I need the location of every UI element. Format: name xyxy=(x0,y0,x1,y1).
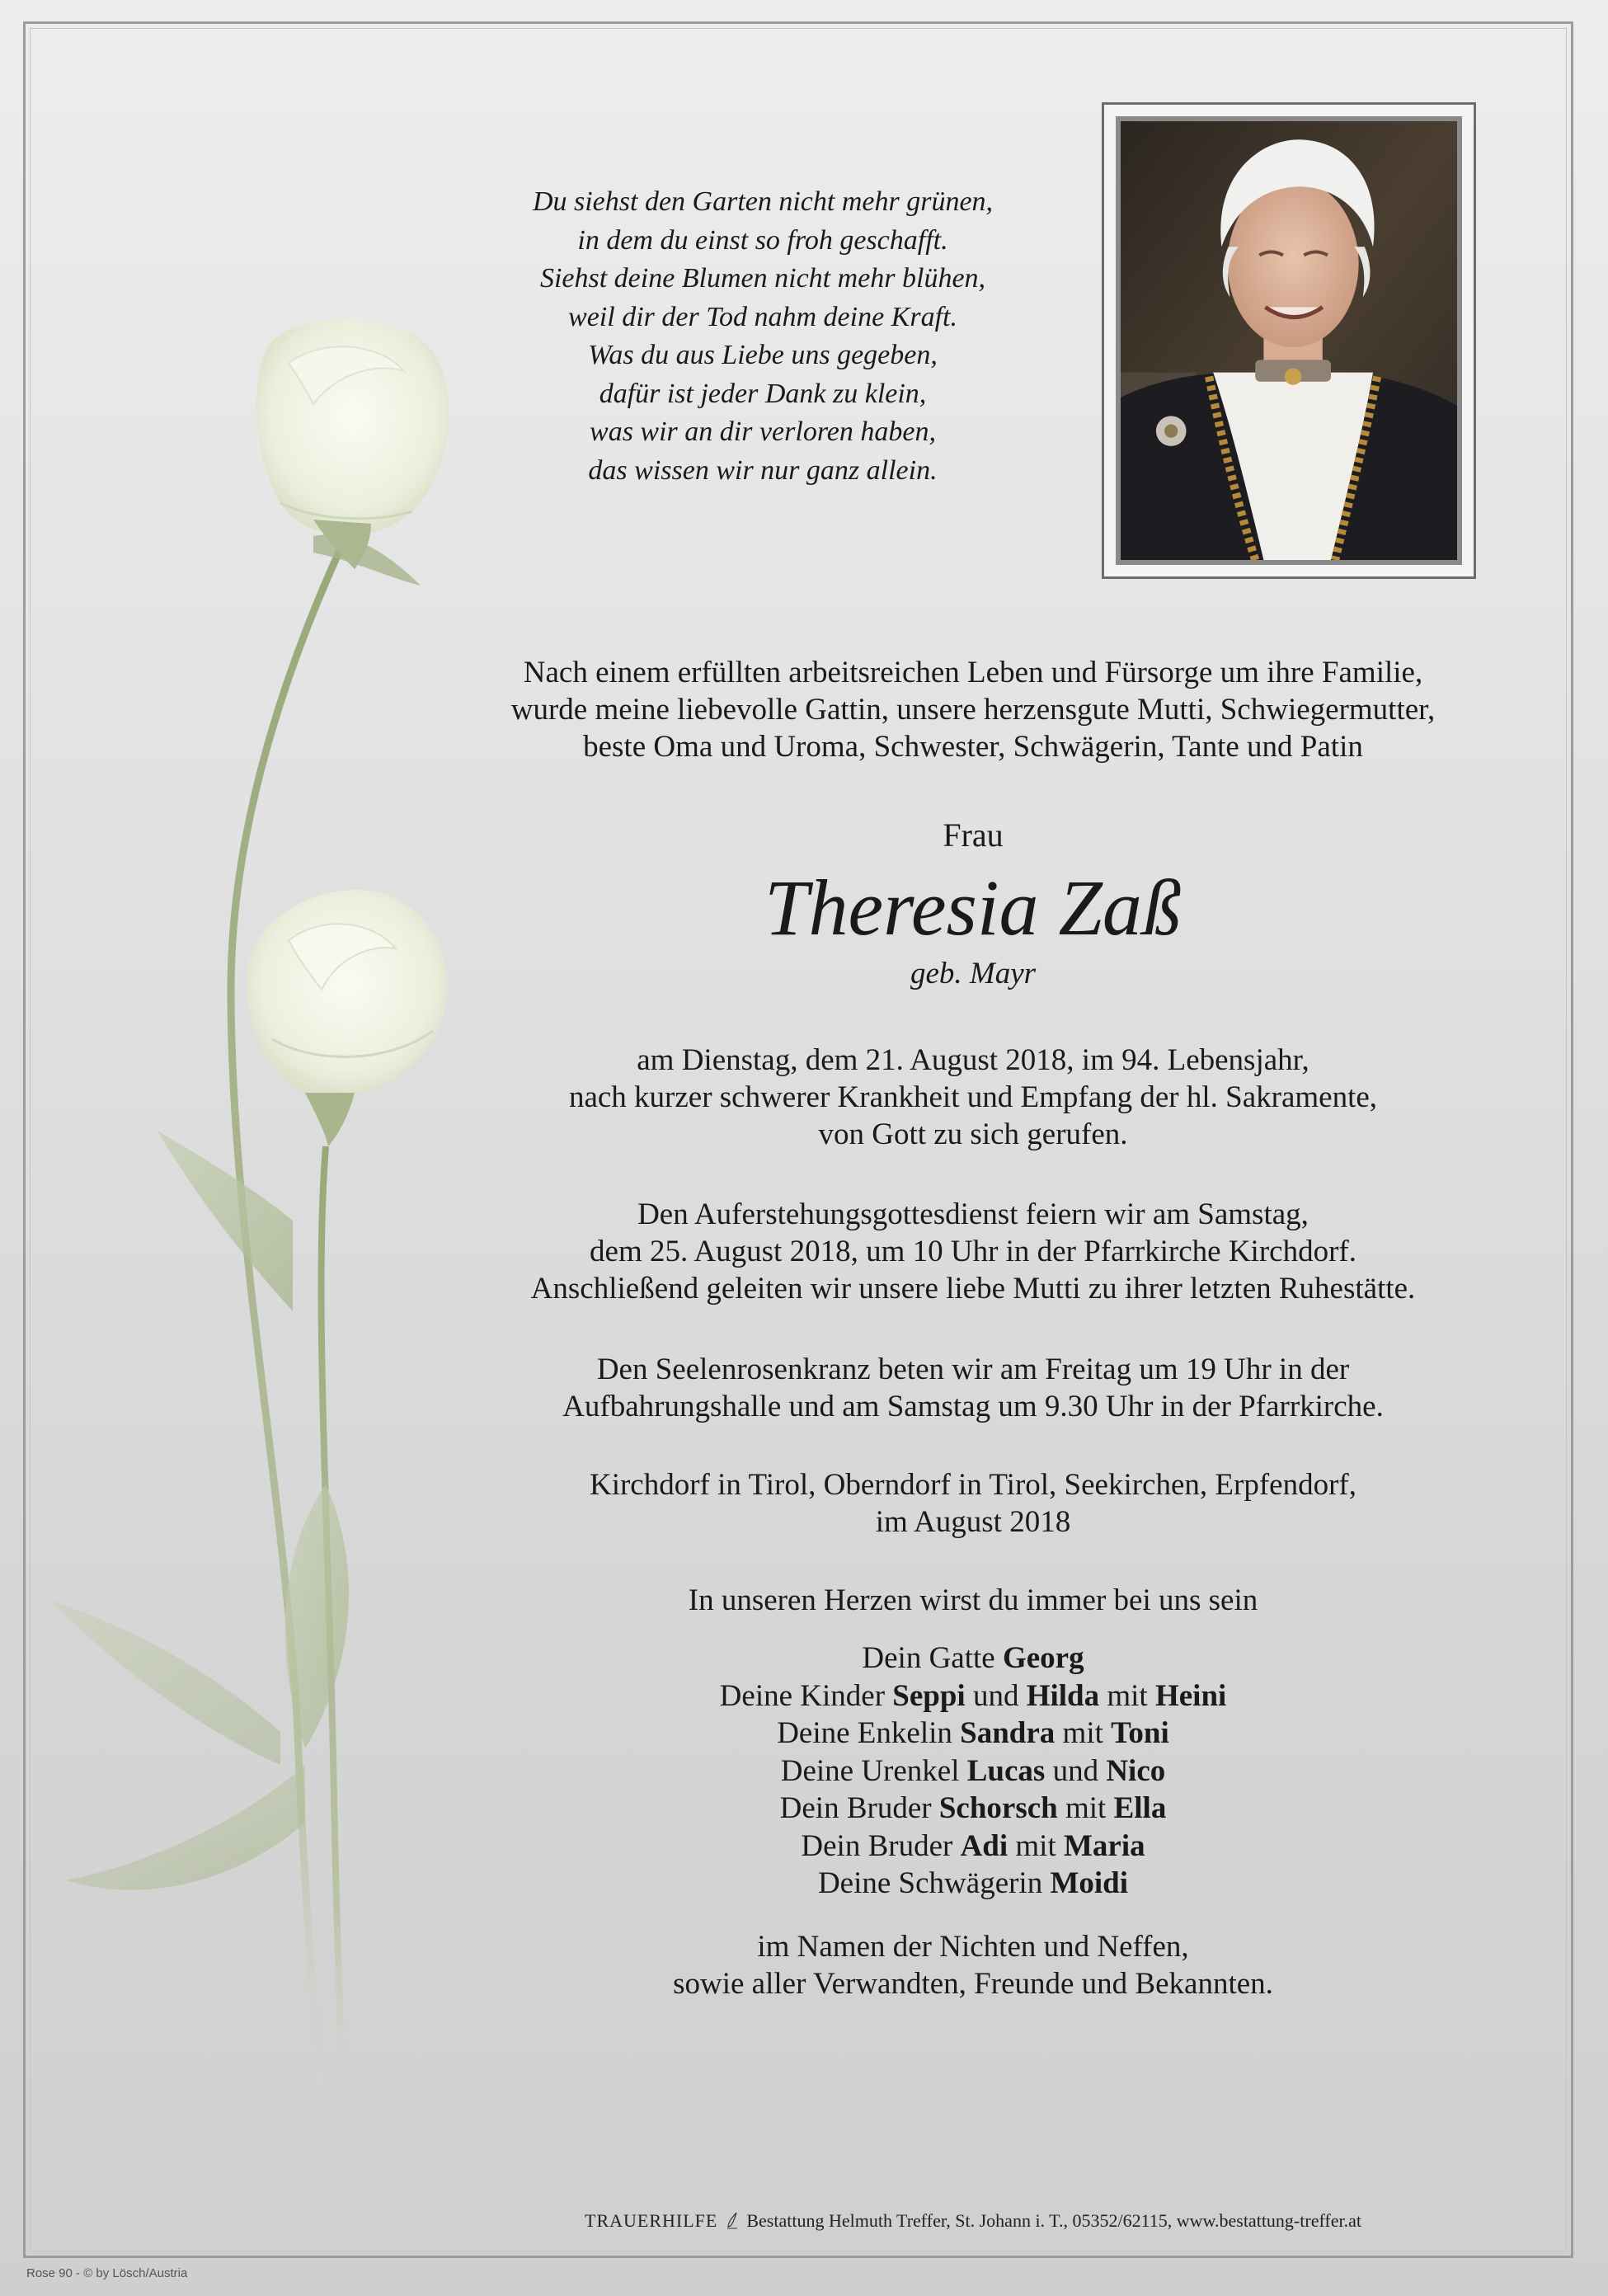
portrait-frame xyxy=(1102,102,1476,579)
death-notice xyxy=(412,1042,1534,1153)
footer-text: Bestattung Helmuth Treffer, St. Johann i. T., 05352/62115, www.bestattung-treffer.at xyxy=(746,2210,1361,2231)
service-line: Anschließend geleiten wir unsere liebe Mutti zu ihrer letzten Ruhestätte. xyxy=(530,1272,1416,1306)
relative-name: Heini xyxy=(1154,1678,1227,1713)
poem-line: in dem du einst so froh geschafft. xyxy=(577,224,948,256)
footer-brand: TRAUERHILFE xyxy=(585,2210,718,2231)
intro-line: Nach einem erfüllten arbeitsreichen Leben und Fürsorge um ihre Familie, xyxy=(523,656,1423,689)
service-line: Den Auferstehungsgottesdienst feiern wir am Samstag, xyxy=(637,1197,1309,1231)
poem-line: was wir an dir verloren haben, xyxy=(590,416,936,447)
family-line: Deine Urenkel Lucas und Nico xyxy=(780,1753,1166,1788)
rosary-line: Aufbahrungshalle und am Samstag um 9.30 Uhr in der Pfarrkirche. xyxy=(562,1390,1384,1423)
poem-line: Du siehst den Garten nicht mehr grünen, xyxy=(532,186,994,217)
salutation: Frau xyxy=(943,816,1004,854)
relative-name: Hilda xyxy=(1026,1678,1100,1713)
white-roses-illustration xyxy=(41,313,470,2087)
death-line: am Dienstag, dem 21. August 2018, im 94. Lebensjahr, xyxy=(637,1043,1309,1077)
poem-line: weil dir der Tod nahm deine Kraft. xyxy=(568,301,957,332)
poem-line: Siehst deine Blumen nicht mehr blühen, xyxy=(539,263,986,294)
family-list xyxy=(412,1640,1534,1903)
family-line: Deine Schwägerin Moidi xyxy=(817,1866,1129,1900)
image-credit: Rose 90 - © by Lösch/Austria xyxy=(26,2266,188,2280)
relative-name: Moidi xyxy=(1050,1866,1129,1900)
dove-logo-icon xyxy=(726,2210,739,2232)
intro-text xyxy=(412,654,1534,765)
family-line: Dein Bruder Schorsch mit Ella xyxy=(779,1791,1167,1825)
death-line: von Gott zu sich gerufen. xyxy=(818,1117,1128,1151)
closing-line: im Namen der Nichten und Neffen, xyxy=(757,1930,1189,1964)
poem-line: dafür ist jeder Dank zu klein, xyxy=(599,378,927,409)
relative-name: Schorsch xyxy=(938,1791,1058,1825)
service-line: dem 25. August 2018, um 10 Uhr in der Pfarrkirche Kirchdorf. xyxy=(590,1235,1356,1268)
maiden-name: geb. Mayr xyxy=(910,957,1037,990)
relative-name: Adi xyxy=(960,1828,1009,1863)
relative-name: Seppi xyxy=(892,1678,966,1713)
family-line: Deine Enkelin Sandra mit Toni xyxy=(777,1716,1169,1750)
death-line: nach kurzer schwerer Krankheit und Empfang der hl. Sakramente, xyxy=(568,1080,1378,1114)
closing-text xyxy=(412,1928,1534,2002)
funeral-service xyxy=(412,1196,1534,1307)
relative-name: Sandra xyxy=(960,1716,1056,1750)
relative-name: Lucas xyxy=(966,1753,1046,1788)
relative-name: Nico xyxy=(1106,1753,1166,1788)
places-line: Kirchdorf in Tirol, Oberndorf in Tirol, Seekirchen, Erpfendorf, xyxy=(589,1468,1356,1502)
portrait-photo xyxy=(1116,116,1462,565)
relative-name: Toni xyxy=(1111,1716,1169,1750)
poem-line: das wissen wir nur ganz allein. xyxy=(588,454,938,486)
relative-name: Ella xyxy=(1113,1791,1167,1825)
poem-line: Was du aus Liebe uns gegeben, xyxy=(588,340,938,370)
rosary-line: Den Seelenrosenkranz beten wir am Freitag um 19 Uhr in der xyxy=(596,1353,1350,1386)
funeral-home-footer xyxy=(412,2210,1534,2232)
intro-line: wurde meine liebevolle Gattin, unsere herzensgute Mutti, Schwiegermutter, xyxy=(510,693,1436,727)
places-date xyxy=(412,1466,1534,1541)
family-line: Deine Kinder Seppi und Hilda mit Heini xyxy=(719,1678,1227,1713)
relative-name: Maria xyxy=(1063,1828,1145,1863)
memorial-poem xyxy=(404,183,1121,490)
memorial-phrase: In unseren Herzen wirst du immer bei uns sein xyxy=(688,1583,1258,1617)
family-line: Dein Bruder Adi mit Maria xyxy=(801,1828,1145,1863)
rosary-notice xyxy=(412,1351,1534,1425)
deceased-name: Theresia Zaß xyxy=(764,863,1182,952)
relative-name: Georg xyxy=(1002,1641,1084,1675)
places-line: im August 2018 xyxy=(875,1505,1071,1539)
family-line: Dein Gatte Georg xyxy=(862,1641,1084,1675)
intro-line: beste Oma und Uroma, Schwester, Schwägerin, Tante und Patin xyxy=(583,730,1363,764)
closing-line: sowie aller Verwandten, Freunde und Bekannten. xyxy=(673,1967,1273,2001)
